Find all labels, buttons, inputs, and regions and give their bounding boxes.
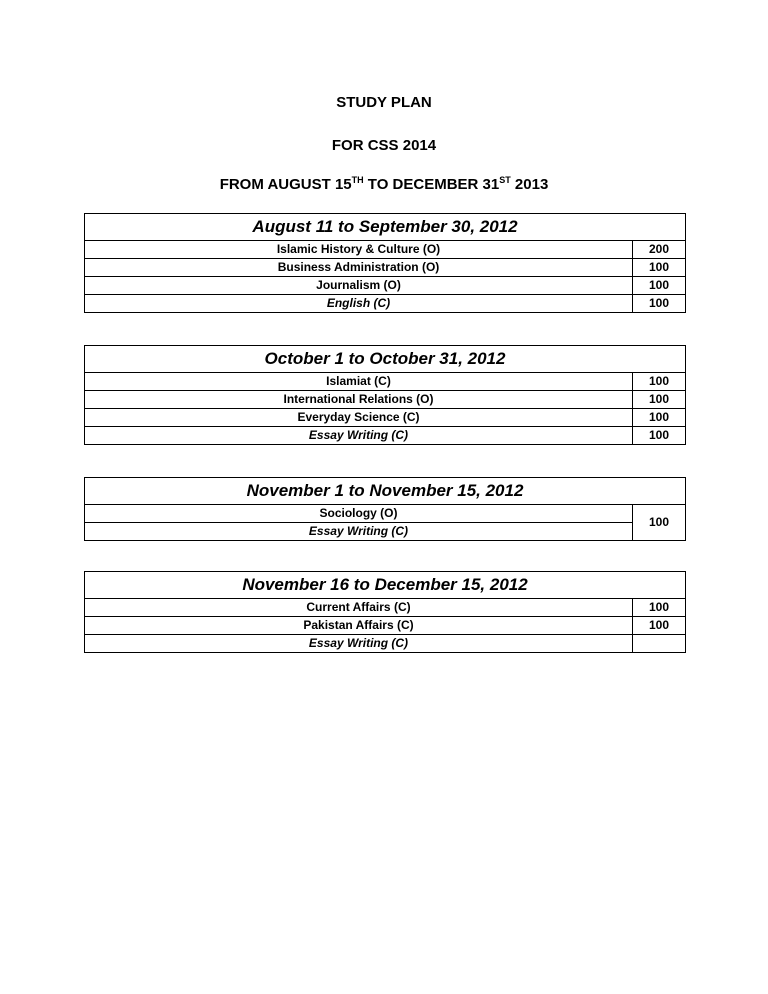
section-title: November 1 to November 15, 2012 [85, 478, 686, 505]
table-row [85, 373, 686, 391]
subject-cell: Essay Writing (C) [85, 523, 633, 541]
date-sup-st: ST [499, 175, 511, 185]
marks-cell: 100 [633, 505, 686, 541]
marks-cell [633, 635, 686, 653]
section-title: November 16 to December 15, 2012 [85, 572, 686, 599]
subject-cell: Business Administration (O) [85, 259, 633, 277]
doc-title: STUDY PLAN [336, 94, 432, 111]
marks-cell: 100 [633, 259, 686, 277]
subject-cell: Everyday Science (C) [85, 409, 633, 427]
section-table-1 [84, 213, 686, 313]
section-title: August 11 to September 30, 2012 [85, 214, 686, 241]
marks-cell: 100 [633, 277, 686, 295]
subject-cell: Current Affairs (C) [85, 599, 633, 617]
table-row [85, 391, 686, 409]
table-row [85, 505, 686, 523]
marks-cell: 100 [633, 373, 686, 391]
marks-cell: 100 [633, 391, 686, 409]
date-sup-th: TH [351, 175, 364, 185]
table-row [85, 427, 686, 445]
subject-cell: Journalism (O) [85, 277, 633, 295]
subject-cell: Islamic History & Culture (O) [85, 241, 633, 259]
section-table-3 [84, 477, 686, 541]
table-row [85, 523, 686, 541]
subject-cell: Islamiat (C) [85, 373, 633, 391]
marks-cell: 100 [633, 409, 686, 427]
subject-cell: Essay Writing (C) [85, 427, 633, 445]
date-range-start: FROM AUGUST 15 [219, 176, 352, 193]
table-row [85, 295, 686, 313]
subject-cell: International Relations (O) [85, 391, 633, 409]
subject-cell: English (C) [85, 295, 633, 313]
table-row [85, 635, 686, 653]
date-range-mid: TO DECEMBER 31 [363, 176, 500, 193]
marks-cell: 200 [633, 241, 686, 259]
doc-subtitle: FOR CSS 2014 [331, 137, 437, 154]
table-row [85, 241, 686, 259]
table-row [85, 259, 686, 277]
section-table-2 [84, 345, 686, 445]
doc-date-range [0, 175, 768, 193]
subject-cell: Pakistan Affairs (C) [85, 617, 633, 635]
table-row [85, 599, 686, 617]
marks-cell: 100 [633, 599, 686, 617]
table-row [85, 409, 686, 427]
marks-cell: 100 [633, 617, 686, 635]
date-range-end: 2013 [510, 176, 549, 193]
subject-cell: Essay Writing (C) [85, 635, 633, 653]
section-table-4 [84, 571, 686, 653]
marks-cell: 100 [633, 295, 686, 313]
section-title: October 1 to October 31, 2012 [85, 346, 686, 373]
table-row [85, 617, 686, 635]
subject-cell: Sociology (O) [85, 505, 633, 523]
marks-cell: 100 [633, 427, 686, 445]
table-row [85, 277, 686, 295]
